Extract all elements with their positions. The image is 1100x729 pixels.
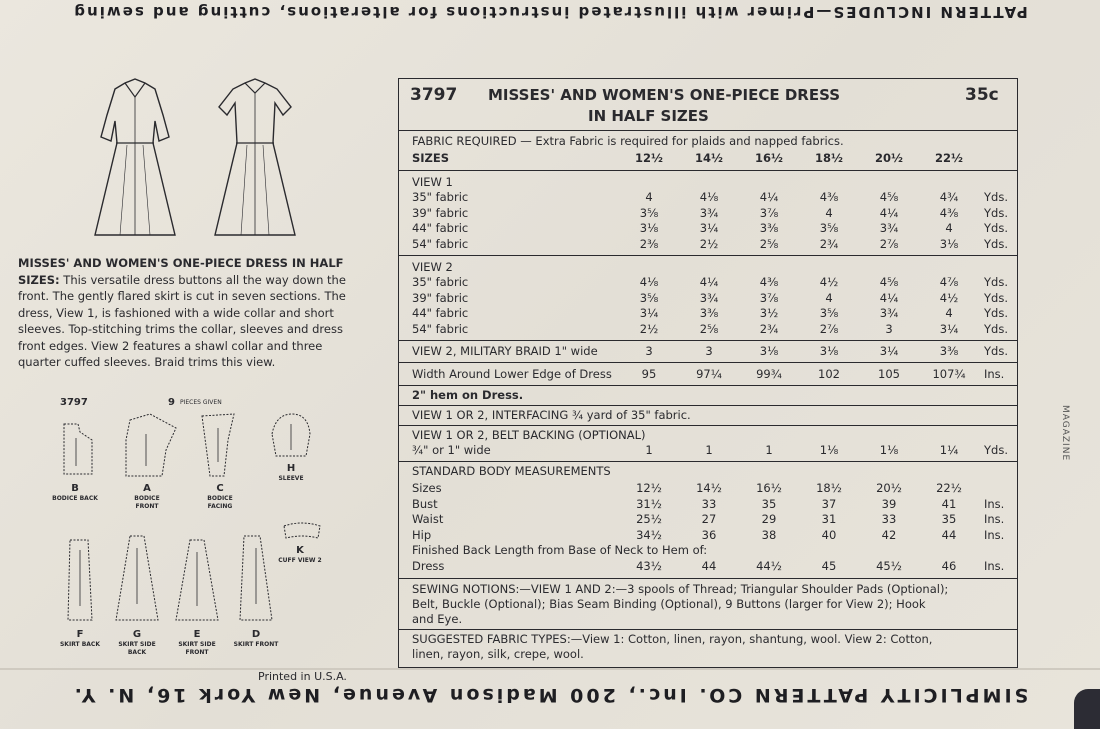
cell: 12½ xyxy=(636,481,662,495)
chart-pattern-number: 3797 xyxy=(410,85,458,105)
piece-h-label: H SLEEVE xyxy=(278,463,304,482)
cell: 2½ xyxy=(699,236,719,251)
unit: Ins. xyxy=(984,559,1005,573)
unit: Yds. xyxy=(984,321,1008,336)
cell: 33 xyxy=(881,512,897,526)
cell: 18½ xyxy=(816,481,842,495)
cell: 4 xyxy=(645,190,653,204)
dark-corner xyxy=(1074,689,1100,729)
cell: 1 xyxy=(765,443,773,457)
row-label: 39" fabric xyxy=(412,290,469,305)
cell: 3¾ xyxy=(879,221,899,235)
cell: 2⅞ xyxy=(819,321,839,336)
cell: 3¼ xyxy=(879,344,899,358)
cell: 4⅝ xyxy=(879,275,899,289)
row-label: Sizes xyxy=(412,481,442,495)
cell: 44½ xyxy=(756,559,782,573)
cell: 2¾ xyxy=(819,236,839,251)
cell: 2⅜ xyxy=(639,236,659,251)
cell: 22½ xyxy=(935,151,963,165)
unit: Ins. xyxy=(984,496,1005,511)
back-length-label: Finished Back Length from Base of Neck to Hem of: xyxy=(412,543,708,557)
cell: 25½ xyxy=(636,512,662,526)
rule xyxy=(399,340,1017,341)
cell: 31½ xyxy=(636,496,662,511)
sizes-label: SIZES xyxy=(412,151,450,165)
piece-e-label: E SKIRT SIDE FRONT xyxy=(178,629,216,656)
cell: 2⅞ xyxy=(879,236,899,251)
rule xyxy=(399,578,1017,579)
cell: 3⅝ xyxy=(819,221,839,235)
cell: 3¼ xyxy=(939,321,959,336)
cell: 1¼ xyxy=(939,443,959,457)
piece-g-label: G SKIRT SIDE BACK xyxy=(118,629,156,656)
cell: 33 xyxy=(701,496,717,511)
description-body: This versatile dress buttons all the way down the front. The gently flared skirt is cut in seven sections. The dress, View 1, is fashioned with a wide collar and short sleeves. Top-stitching trims the collar, sleeves and dress front edges. View 2 features a shawl collar and three quarter cuffed sleeves. Braid trims this view. xyxy=(18,272,346,369)
cell: 2½ xyxy=(639,321,659,336)
cell: 4 xyxy=(825,290,833,305)
cell: 4¼ xyxy=(759,190,779,204)
belt-label-1: VIEW 1 OR 2, BELT BACKING (OPTIONAL) xyxy=(412,428,646,442)
cell: 16½ xyxy=(755,151,783,165)
cell: 3⅝ xyxy=(639,290,659,305)
row-label: Waist xyxy=(412,512,444,526)
row-label: Width Around Lower Edge of Dress xyxy=(412,367,612,381)
piece-k-label: K CUFF VIEW 2 xyxy=(278,545,322,564)
cell: 3⅜ xyxy=(939,344,959,358)
printed-in-usa: Printed in U.S.A. xyxy=(258,670,347,683)
piece-b-label: B BODICE BACK xyxy=(52,483,98,502)
cell: 27 xyxy=(701,512,717,526)
rule xyxy=(399,425,1017,426)
cell: 4¾ xyxy=(939,190,959,204)
cell: 38 xyxy=(761,527,777,542)
rule xyxy=(399,461,1017,462)
cell: 44 xyxy=(701,559,717,573)
cell: 3⅜ xyxy=(759,221,779,235)
cell: 1 xyxy=(705,443,713,457)
cell: 44 xyxy=(941,527,957,542)
rule xyxy=(399,170,1017,171)
piece-a-shape xyxy=(120,410,180,480)
view-2-sketch xyxy=(205,75,305,245)
cell: 4 xyxy=(945,306,953,320)
description-title: MISSES' AND WOMEN'S ONE-PIECE DRESS IN HALF SIZES: xyxy=(18,256,344,287)
cell: 1⅛ xyxy=(819,443,839,457)
piece-b-shape xyxy=(60,422,96,478)
cell: 2⅝ xyxy=(699,321,719,336)
chart-title-line-1: MISSES' AND WOMEN'S ONE-PIECE DRESS xyxy=(488,86,841,104)
cell: 18½ xyxy=(815,151,843,165)
cell: 3⅜ xyxy=(699,306,719,320)
cell: 4½ xyxy=(939,290,959,305)
row-label: 54" fabric xyxy=(412,321,469,336)
hem-note: 2" hem on Dress. xyxy=(412,388,524,402)
row-label: 54" fabric xyxy=(412,236,469,251)
unit: Ins. xyxy=(984,527,1005,542)
rule xyxy=(399,405,1017,406)
cell: 3½ xyxy=(759,306,779,320)
cell: 3⅝ xyxy=(819,306,839,320)
cell: 3⅛ xyxy=(639,221,659,235)
cell: 3¾ xyxy=(699,205,719,220)
cell: 20½ xyxy=(876,481,902,495)
unit: Ins. xyxy=(984,512,1005,526)
cell: 2¾ xyxy=(759,321,779,336)
unit: Yds. xyxy=(984,190,1008,204)
piece-f-shape xyxy=(64,536,96,624)
cell: 4 xyxy=(825,205,833,220)
rule xyxy=(399,130,1017,131)
pieces-pattern-number: 3797 xyxy=(60,397,88,408)
belt-label-2: ¾" or 1" wide xyxy=(412,443,491,457)
unit: Yds. xyxy=(984,221,1008,235)
cell: 3 xyxy=(705,344,713,358)
piece-c-label: C BODICE FACING xyxy=(207,483,233,510)
footer-band: SIMPLICITY PATTERN CO. Inc., 200 Madison Avenue, New York 16, N. Y. xyxy=(71,684,1029,706)
cell: 107¾ xyxy=(932,367,966,381)
description xyxy=(18,255,363,371)
chart-title-line-2: IN HALF SIZES xyxy=(588,107,709,125)
piece-c-shape xyxy=(198,410,238,480)
pieces-count: 9 xyxy=(168,397,175,408)
cell: 43½ xyxy=(636,559,662,573)
fabric-types-line-1: SUGGESTED FABRIC TYPES:—View 1: Cotton, linen, rayon, shantung, wool. View 2: Cotton, xyxy=(412,632,933,646)
fabric-types-line-2: linen, rayon, silk, crepe, wool. xyxy=(412,647,584,661)
cell: 4⅞ xyxy=(939,275,959,289)
cell: 3⅛ xyxy=(939,236,959,251)
cell: 14½ xyxy=(696,481,722,495)
cell: 40 xyxy=(821,527,837,542)
piece-a-label: A BODICE FRONT xyxy=(134,483,160,510)
side-text: MAGAZINE xyxy=(1060,405,1070,462)
unit: Yds. xyxy=(984,443,1008,457)
cell: 97¼ xyxy=(696,367,722,381)
unit: Yds. xyxy=(984,205,1008,220)
view2-label: VIEW 2 xyxy=(412,260,453,274)
cell: 99¾ xyxy=(756,367,782,381)
chart-price: 35c xyxy=(965,85,999,105)
unit: Yds. xyxy=(984,275,1008,289)
row-label: VIEW 2, MILITARY BRAID 1" wide xyxy=(412,344,598,358)
pieces-count-label: PIECES GIVEN xyxy=(180,399,222,406)
cell: 4¼ xyxy=(699,275,719,289)
rule xyxy=(399,255,1017,256)
row-label: Dress xyxy=(412,559,445,573)
row-label: Hip xyxy=(412,527,432,542)
cell: 20½ xyxy=(875,151,903,165)
rule xyxy=(399,385,1017,386)
cell: 41 xyxy=(941,496,957,511)
unit: Yds. xyxy=(984,344,1008,358)
notions-line-3: and Eye. xyxy=(412,612,463,626)
piece-e-shape xyxy=(172,536,222,624)
cell: 3⅝ xyxy=(639,205,659,220)
cell: 4 xyxy=(945,221,953,235)
cell: 3¼ xyxy=(699,221,719,235)
cell: 31 xyxy=(821,512,837,526)
row-label: 44" fabric xyxy=(412,221,469,235)
rule xyxy=(399,362,1017,363)
cell: 34½ xyxy=(636,527,662,542)
cell: 95 xyxy=(641,367,657,381)
row-label: 35" fabric xyxy=(412,190,469,204)
unit: Ins. xyxy=(984,367,1005,381)
cell: 16½ xyxy=(756,481,782,495)
cell: 35 xyxy=(941,512,957,526)
cell: 3 xyxy=(885,321,893,336)
piece-h-shape xyxy=(268,410,314,460)
cell: 3¾ xyxy=(879,306,899,320)
cell: 12½ xyxy=(635,151,663,165)
cell: 4⅝ xyxy=(879,190,899,204)
cell: 42 xyxy=(881,527,897,542)
unit: Yds. xyxy=(984,290,1008,305)
cell: 35 xyxy=(761,496,777,511)
cell: 29 xyxy=(761,512,777,526)
row-label: Bust xyxy=(412,496,438,511)
rule xyxy=(399,629,1017,630)
piece-f-label: F SKIRT BACK xyxy=(59,629,100,648)
cell: 2⅝ xyxy=(759,236,779,251)
fold-line xyxy=(0,668,1100,670)
cell: 3¼ xyxy=(639,306,659,320)
notions-line-1: SEWING NOTIONS:—VIEW 1 AND 2:—3 spools of Thread; Triangular Shoulder Pads (Optional); xyxy=(412,582,949,596)
header-band: PATTERN INCLUDES—Primer with illustrated instructions for alterations, cutting and sewing xyxy=(72,3,1028,21)
piece-k-shape xyxy=(282,522,322,542)
cell: 1 xyxy=(645,443,653,457)
cell: 22½ xyxy=(936,481,962,495)
cell: 4⅛ xyxy=(699,190,719,204)
cell: 3⅞ xyxy=(759,290,779,305)
cell: 4⅜ xyxy=(819,190,839,204)
cell: 105 xyxy=(878,367,900,381)
interfacing-note: VIEW 1 OR 2, INTERFACING ¾ yard of 35" fabric. xyxy=(412,408,691,422)
cell: 3⅛ xyxy=(819,344,839,358)
cell: 46 xyxy=(941,559,957,573)
cell: 102 xyxy=(818,367,840,381)
cell: 3 xyxy=(645,344,653,358)
cell: 37 xyxy=(821,496,837,511)
cell: 36 xyxy=(701,527,717,542)
cell: 4⅜ xyxy=(759,275,779,289)
cell: 4½ xyxy=(819,275,839,289)
fabric-required: FABRIC REQUIRED — Extra Fabric is required for plaids and napped fabrics. xyxy=(412,134,844,148)
cell: 3¾ xyxy=(699,290,719,305)
row-label: 44" fabric xyxy=(412,306,469,320)
cell: 4⅛ xyxy=(639,275,659,289)
cell: 39 xyxy=(881,496,897,511)
body-measurements-label: STANDARD BODY MEASUREMENTS xyxy=(412,464,611,478)
unit: Yds. xyxy=(984,236,1008,251)
cell: 4¼ xyxy=(879,290,899,305)
cell: 3⅞ xyxy=(759,205,779,220)
cell: 45 xyxy=(821,559,837,573)
piece-g-shape xyxy=(112,532,162,624)
cell: 1⅛ xyxy=(879,443,899,457)
cell: 14½ xyxy=(695,151,723,165)
piece-d-shape xyxy=(236,532,276,624)
row-label: 35" fabric xyxy=(412,275,469,289)
cell: 3⅛ xyxy=(759,344,779,358)
view1-label: VIEW 1 xyxy=(412,175,453,189)
piece-d-label: D SKIRT FRONT xyxy=(233,629,279,648)
cell: 45½ xyxy=(876,559,902,573)
cell: 4⅜ xyxy=(939,205,959,220)
notions-line-2: Belt, Buckle (Optional); Bias Seam Binding (Optional), 9 Buttons (larger for View 2); Hook xyxy=(412,597,926,611)
cell: 4¼ xyxy=(879,205,899,220)
unit: Yds. xyxy=(984,306,1008,320)
row-label: 39" fabric xyxy=(412,205,469,220)
view-1-sketch xyxy=(85,75,185,245)
